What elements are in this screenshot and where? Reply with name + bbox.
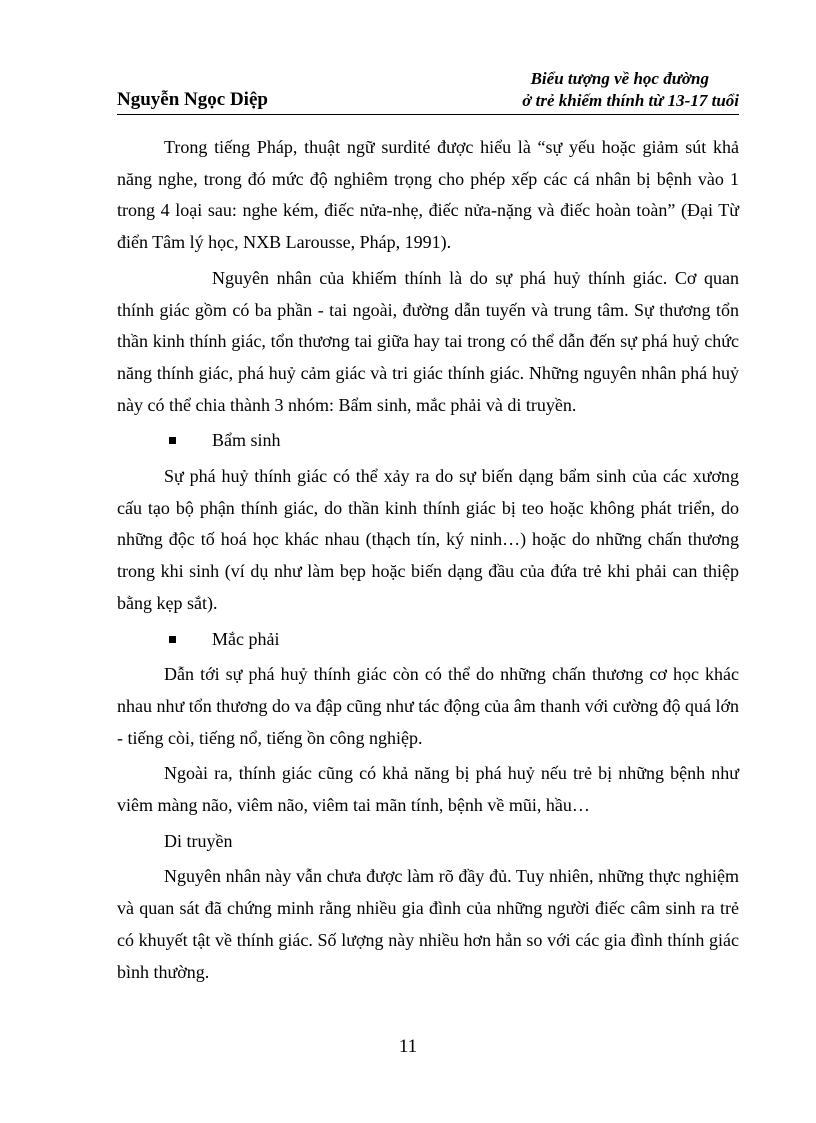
heading-acquired-label: Mắc phải <box>212 628 280 649</box>
title-line-2: ở trẻ khiếm thính từ 13-17 tuổi <box>522 91 739 110</box>
heading-acquired <box>117 624 739 656</box>
paragraph-definition: Trong tiếng Pháp, thuật ngữ surdité được hiểu là “sự yếu hoặc giảm sút khả năng nghe, trong đó mức độ nghiêm trọng cho phép xếp các cá nhân bị bệnh vào 1 trong 4 loại sau: nghe kém, điếc nửa-nhẹ, điếc nửa-nặng và điếc hoàn toàn” (Đại Từ điển Tâm lý học, NXB Larousse, Pháp, 1991). <box>117 137 739 253</box>
heading-congenital <box>117 425 739 457</box>
paragraph-diseases: Ngoài ra, thính giác cũng có khả năng bị phá huỷ nếu trẻ bị những bệnh như viêm màng não, viêm não, viêm tai mãn tính, bệnh về mũi, hầu… <box>117 763 739 816</box>
page-number: 11 <box>398 1036 418 1057</box>
author-name: Nguyễn Ngọc Diệp <box>117 89 268 110</box>
paragraph-hereditary: Nguyên nhân này vẫn chưa được làm rõ đầy đủ. Tuy nhiên, những thực nghiệm và quan sát đã chứng minh rằng nhiều gia đình của những người điếc câm sinh ra trẻ có khuyết tật về thính giác. Số lượng này nhiều hơn hẳn so với các gia đình thính giác bình thường. <box>117 866 739 982</box>
heading-congenital-label: Bẩm sinh <box>212 430 281 451</box>
document-title <box>522 68 739 112</box>
paragraph-congenital: Sự phá huỷ thính giác có thể xảy ra do sự biến dạng bẩm sinh của các xương cấu tạo bộ phận thính giác, do thần kinh thính giác bị teo hoặc không phát triển, do những độc tố hoá học khác nhau (thạch tín, ký ninh…) hoặc do những chấn thương trong khi sinh (ví dụ như làm bẹp hoặc biến dạng đầu của đứa trẻ khi phải can thiệp bằng kẹp sắt). <box>117 466 739 613</box>
title-line-1: Biểu tượng về học đường <box>530 69 709 88</box>
heading-hereditary: Di truyền <box>164 830 233 851</box>
page-header <box>117 68 739 115</box>
paragraph-causes: Nguyên nhân của khiếm thính là do sự phá huỷ thính giác. Cơ quan thính giác gồm có ba phần - tai ngoài, đường dẫn tuyến và trung tâm. Sự thương tổn thần kinh thính giác, tổn thương tai giữa hay tai trong có thể dẫn đến sự phá huỷ chức năng thính giác, phá huỷ cảm giác và tri giác thính giác. Những nguyên nhân phá huỷ này có thể chia thành 3 nhóm: Bẩm sinh, mắc phải và di truyền. <box>117 267 739 415</box>
paragraph-acquired: Dẫn tới sự phá huỷ thính giác còn có thể do những chấn thương cơ học khác nhau như tổn thương do va đập cũng như tác động của âm thanh với cường độ quá lớn - tiếng còi, tiếng nổ, tiếng ồn công nghiệp. <box>117 664 739 748</box>
square-bullet-icon <box>169 636 176 643</box>
header-divider <box>117 114 739 115</box>
page-body <box>117 132 739 988</box>
square-bullet-icon <box>169 437 176 444</box>
